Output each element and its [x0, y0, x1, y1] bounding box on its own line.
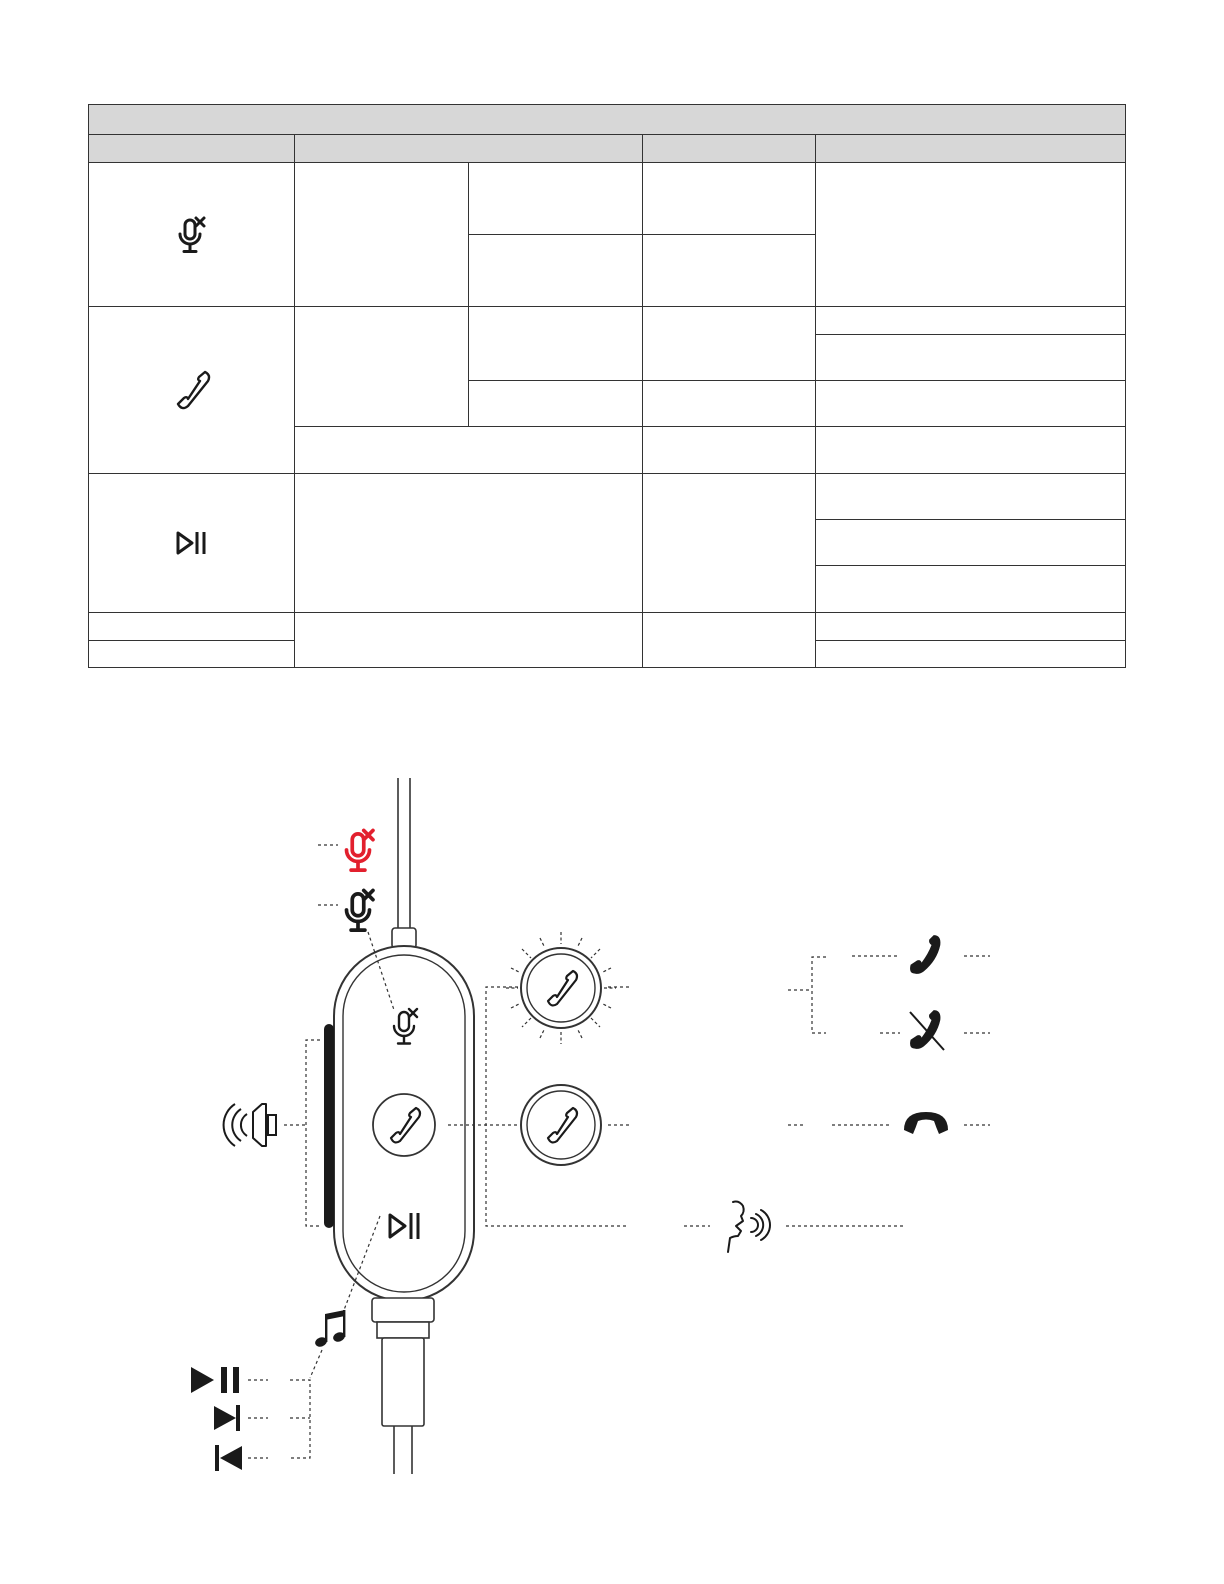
speaker-volume-icon: [224, 1104, 276, 1146]
end-call-icon: [904, 1112, 948, 1134]
play-pause-icon: [191, 1367, 239, 1393]
voice-assistant-icon: [728, 1202, 770, 1253]
music-note-icon: [314, 1310, 346, 1348]
call-light-flashing-icon: [506, 932, 616, 1044]
answer-call-icon: [910, 935, 940, 974]
mic-mute-red-icon: [347, 830, 373, 870]
call-button[interactable]: [373, 1094, 435, 1156]
next-track-icon: [214, 1405, 240, 1431]
cable-top: [398, 778, 410, 930]
reject-call-icon: [910, 1010, 944, 1050]
mic-mute-black-icon: [347, 890, 373, 930]
call-light-steady-icon: [521, 1085, 601, 1165]
volume-rocker[interactable]: [324, 1024, 334, 1228]
previous-track-icon: [215, 1445, 242, 1471]
cable-bottom: [372, 1298, 434, 1474]
